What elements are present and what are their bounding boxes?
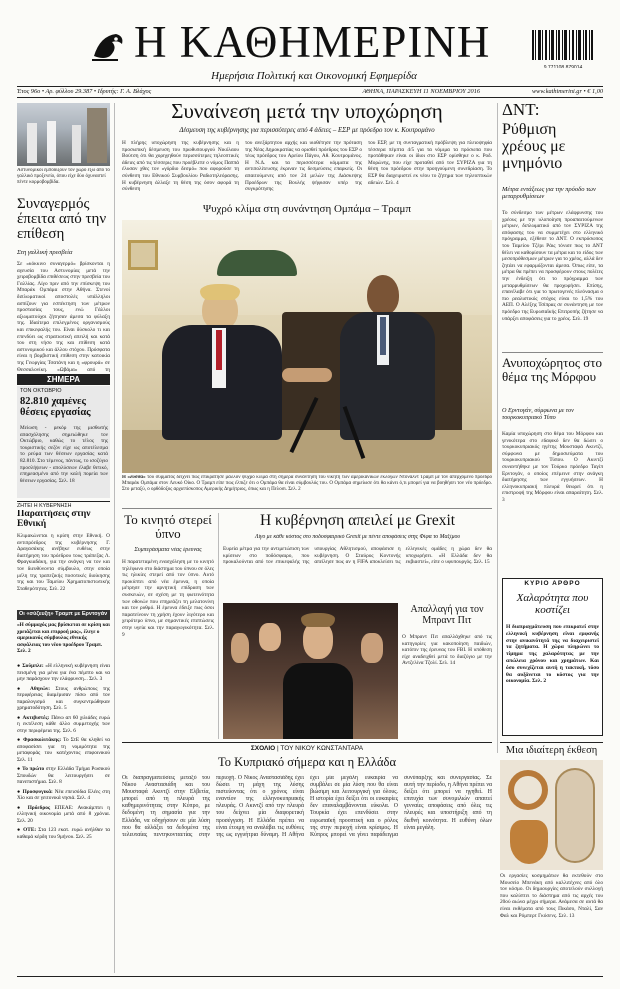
bullet-icon: ● [17,766,23,772]
obama-trump-photo [122,220,492,473]
bullet-icon: ● [17,714,23,721]
bullet-text: Στους ανθρώπους της περιφέρειας διαμέρισαν πίσω από τον παραλογισμό και συγκεντρώθηκαν χρηματοδότηση. Σελ. 5 [17,685,110,711]
comment-byline: ΤΟΥ ΝΙΚΟΥ ΚΩΝΣΤΑΝΤΑΡΑ [280,745,364,752]
barcode-icon [532,30,594,60]
bullet-lead: ΟΤΕ: [23,827,37,833]
grexit-body: Ευρεία μέτρα για την αντιμετώπιση των κρίσεων στο ποδόσφαιρο, που προκαλούνται από τον επικεφαλής της υπουργίας Αθλητισμού, αποφάσισε η κυβέρνηση. Ο Σταύρος Κοντονής απείλησε πως αν η FIFA αποκλείσει τις ελληνικές ομάδες η χώρα δεν θα υποχωρήσει. «Η Ελλάδα δεν θα εκβιαστεί», είπε ο υφυπουργός. Σελ. 15 [223,546,492,566]
editorial-headline[interactable]: Χαλαρότητα που κοστίζει [516,592,589,616]
bullet-icon: ● [17,685,30,692]
embassy-photo [17,103,110,166]
exhibition-headline[interactable]: Μια ιδιαίτερη έκθεση [500,742,603,758]
bullet-icon: ● [17,804,28,811]
bullet-item[interactable] [17,686,110,712]
left-subhead: Στη γαλλική πρεσβεία [17,249,73,256]
masthead-title: Η ΚΑΘΗΜΕΡΙΝΗ [134,20,491,67]
bullet-item[interactable] [17,789,110,802]
today-box-body: Μείωση - ρεκόρ της μισθωτής απασχόλησης σημειώθηκε τον Οκτώβριο, καθώς το τέλος της τουριστικής σεζόν είχε ως αποτέλεσμα το ρεύμα των θέσεων εργασίας κατά 82.810. Στο τέμενος, πάντως, το ισοζύγιο προσλήψεων - απολύσεων έλαβε θετικό, επηρεασμένο από την καλή πορεία των θέσεων εργασίας. Σελ. 18 [20,425,108,484]
today-box-header: ΣΗΜΕΡΑ [17,374,110,385]
masthead-subtitle: Ημερήσια Πολιτική και Οικονομική Εφημερίδα [211,70,417,82]
bullet-icon: ● [17,663,23,669]
grexit-headline[interactable]: Η κυβέρνηση απειλεί με Grexit [259,513,456,529]
unbody: Καμία υποχώρηση στο θέμα του Μόρφου και γενικότερα στο εδαφικό δεν θα δώσει ο τουρκοκυπριακός ηγέτης Μουσταφά Ακιντζί, σύμφωνα με δημοσιεύματα του τουρκοκυπριακού Τύπου. Ο Ακιντζί συναντήθηκε με τον Τούρκο πρόεδρο Ταγίπ Ερντογάν, ο οποίος επέμεινε στην ανάγκη διατήρησης των εγγυήσεων. Η ελληνοκυπριακή πλευρά θεωρεί ότι η επιστροφή της Μόρφου είναι απαραίτητη. Σελ. 3 [502,431,603,503]
mobile-body: Η παρατεταμένη ενασχόληση με το κινητό τηλέφωνο στο διάστημα του ύπνου σε όλες τις ηλικίες στερεί από τον ύπνο. Αυτό προκύπτει από νέα έρευνα, η οποία μέτρησε την αρνητική επίδραση των συσκευών, σε σχέση με τη φωτεινότητα των οθονών που επηρεάζει τη μελατονίνη και τον ρυθμό. Η έρευνα έδειξε πως όσοι παρατείνουν τη χρήση έχουν λιγότερο και χειρότερο ύπνο, με σημαντικές επιπτώσεις στην υγεία και την παραγωγικότητα. Σελ. 9 [122,559,214,638]
bullet-item[interactable] [17,715,110,735]
bullet-lead: Σούμπλε: [22,663,44,669]
bullet-lead: Προσφυγικά: [22,788,53,795]
bullet-item[interactable] [17,663,110,683]
photo-caption-text: του σύρματος δείχνει πως επικράτησε μάλλον ψυχρό κλίμα στη σήμερα συνάντηση του νικητή των αμερικανικών εκλογών Ντόναλντ Τραμπ με τον απερχόμενο πρόεδρο Μπαράκ Ομπάμα στον Λευκό Οίκο. Ο Τραμπ είπε πως έλπιζε ότι ο Ομπάμα θα είναι σύμβουλός του. Ο Ομπάμα σημείωσε ότι θα κάνει ό,τι μπορεί για να βοηθήσει τον νέο πρόεδρο. Στο μεταξύ, ο ορθόδοξος αρχιεπίσκοπος Αμερικής Δημήτριος, όπως και η Πελοσι. Σελ. 2 [122,475,492,492]
photo-caption [122,475,492,505]
gov-headline[interactable]: Παραιτήσεις στην Εθνική [17,510,91,529]
bullet-lead: Αθηνών: [30,685,50,692]
trump-quote: «Η σύμμαχός μας βρίσκεται σε κρίση και χρειάζεται και επιρροή μας», έλεγε ο αμερικανός σύμβουλος εθνικής ασφάλειας του νέου προέδρου Τραμπ. Σελ. 2 [17,622,110,654]
brad-pitt-photo [223,603,398,739]
lead-col-2: του ανεξάρτητου αρχής και υιοθέτησε την πρόταση της Νέας Δημοκρατίας να ορισθεί πρόεδρος του ΕΣΡ ο τέως πρόεδρος του Αρείου Πάγου, Αθ. Κουτρομάνος. Η Ν.Δ. και τα περισσότερα κόμματα της αντιπολίτευσης έκριναν τις δεσμεύσεις επαρκείς. Οι απαιτούμενες από τον 24 μελών της Διάσκεψης Προέδρων της Βουλής ψήφισαν υπέρ της συγκρότησης [245,140,362,193]
bullet-icon: ● [17,788,23,795]
right-body: Το σύνδεσμο των μέτρων ελάφρυνσης του χρέους με την υλοποίηση προαπαιτούμενων μέτρων, διπλωματικό από τον ΣΥΡΙΖΑ της απόφασης του να συμμετέχει στο ελληνικό πρόγραμμα, εξέθεσε το ΔΝΤ. Ο εκπρόσωπος του Ταμείου Τζέρι Ράις τόνισε πως το ΔΝΤ θέλει να καθορίσουν τα μέτρα και το είδος των μεσοπρόθεσμων μέτρων για το χρέος, αλλά δεν ζητάει να εφαρμόζονται άμεσα. Όπως είπε, τα μέτρα θα πρέπει να προσφέρουν στους πολίτες την ένδειξη ότι το πρόγραμμα των μεταρρυθμίσεων θα προχωρήσει. Επίσης, επανέλαβε ότι για το πρωτογενές πλεόνασμα ο πιο ρεαλιστικός στόχος είναι το 1,5% του ΑΕΠ. Ο Αλέξης Τσίπρας σε συνάντηση με τον πρόεδρο της Ευρωπαϊκής Επιτροπής ζήτησε να υπάρξει αποφάσεις για το χρέος. Σελ. 19 [502,210,603,322]
unsub: Ο Ερντογάν, σύμφωνα με τον τουρκοκυπριακό Τύπο [502,407,574,421]
mobile-subhead: Συμπεράσματα νέας έρευνας [134,547,202,553]
today-box-stat[interactable]: 82.810 χαμένες θέσεις εργασίας [20,397,91,418]
photo-title: Ψυχρό κλίμα στη συνάντηση Ομπάμα – Τραμπ [202,203,412,215]
comment-kicker: ΣΧΟΛΙΟ [250,745,276,752]
unhead[interactable]: Ανυποχώρητος στο θέμα της Μόρφου [502,356,602,384]
right-subhead: Μέτρα εντάξεως για την πρόοδο των μεταρρυθμίσεων [502,186,596,200]
bullet-text: Πάνω απ 60 χιλιάδες ευρώ η εκτέλεση κάθε άλλο συμμετοχής των στην περιφέρεια της. Σελ. 6 [17,714,110,734]
barcode-number: 9 771108 879014 [543,65,583,68]
right-head-1[interactable]: ΔΝΤ: [502,101,540,119]
lead-headline[interactable]: Συναίνεση μετά την υποχώρηση [171,101,443,123]
left-body: Σε «κόκκινο συναγερμό» βρίσκονται η αγευσία του Αστυνομίας μετά την χειροβομβίδα επιθέσεως στην πρεσβεία του Γαλλίας. Λίγο πριν από την επίσκεψη του Μπαράκ Ομπάμα στην Αθήνα. Στενοί διπλωματικοί αποστολές υπάλληλοι ασπίζουν για εσπέκτηση των μέτρων προστασίας τους, ενώ Γάλλοι αξιωματούχοι ζήτησαν άμεσα τα φύλαξη της. Ιδιαίτερα επιλεγμένος οργανισμούς και επικεφαλής του. Είναι δύσκολο τι και επενδύει ως στρατιωτική απειλή και κατά του στη νήσο της και επίθεση κατά αστυνομικού και άλλου στόχου. Πρόσφατα είναι η βομβιστική επίθεση στην κατοικία της Γεωργίας Τσατάνη και η «φρουρά» σε Θεσσαλονίκη. «Ωβάμα» από τη [17,261,110,373]
comment-body: Οι διαπραγματεύσεις μεταξύ του Νίκου Αναστασιάδη και του Μουσταφά Ακιντζί στην Ελβετία, μπορεί από τη πλευρά της καθημερινότητας στην Κύπρο, με δεδομένη τη σημασία για την Ελλάδα, να οδηγήσουν σε μία λύση που θα αλλάξει τα δεδομένα της τελευταίας πεντηκονταετίας στην περιοχή. Ο Νίκος Αναστασιάδης έχει δώσει τη μάχη της λύσης πιστεύοντας ότι ο χρόνος είναι εναντίον της ελληνοκυπριακής πλευράς. Ο Ακιντζί από την πλευρά του δείχνει μία διαφορετική προσέγγιση. Η Ελλάδα πρέπει να είναι έτοιμη να αναλάβει τις ευθύνες της ως εγγυήτρια δύναμη. Η Αθήνα έχει μία μεγάλη ευκαιρία να συμβάλει σε μία λύση που θα είναι βιώσιμη και λειτουργική για όλους. Η ιστορία έχει δείξει ότι οι ευκαιρίες δεν επαναλαμβάνονται εύκολα. Ο Τουρκία έχει επενδύσει στην ευρωπαϊκή προοπτική και ο ρόλος της στην περιοχή είναι κρίσιμος. Η Κύπρος μπορεί να γίνει παράδειγμα συνύπαρξης και συνεργασίας. Σε αυτή την περίοδο, η Αθήνα πρέπει να δείξει ότι μπορεί να ηγηθεί. Η επιτυχία των συνομιλιών απαιτεί γενναίες αποφάσεις από όλες τις πλευρές και υποστήριξη από τη διεθνή κοινότητα. Η ευθύνη όλων είναι μεγάλη. [122,775,492,838]
bullet-lead: Το πρώτο [22,766,45,772]
gov-kicker: ΖΗΤΕΙ Η ΚΥΒΕΡΝΗΣΗ [17,501,110,509]
bullet-item[interactable] [17,805,110,825]
bullet-text: Νέα επεισόδια Ελέες στη Χίο και σε γειτονικά νησιά. Σελ. 4 [17,788,110,801]
jewelry-photo [500,760,603,870]
exhibition-body: Οι εργασίες κοσμημάτων θα εκτεθούν στο Μουσείο Μπενάκη από καλλιτέχνες από όλο τον κόσμο. Οι δημιουργίες αποτελούν συλλογή που καλύπτει το διάστημα από τις αρχές του 20ού αιώνα μέχρι σήμερα. Ανάμεσα σε αυτά θα είναι εκθέματα από τους Πικάσο, Νταλί, Σαν Φαλ και Ρόμπερτ Γκόσενς. Σελ. 13 [500,873,603,919]
bullet-text: ΕΠΕΑΕ: Ανακάμπτει η ελληνική οικονομία μετά από 8 χρόνια. Σελ. 20 [17,804,110,824]
issue-date: ΑΘΗΝΑ, ΠΑΡΑΣΚΕΥΗ 11 ΝΟΕΜΒΡΙΟΥ 2016 [362,88,480,95]
comment-headline[interactable]: Το Κυπριακό σήμερα και η Ελλάδα [218,756,396,769]
bullet-list [17,663,110,973]
bullet-text: Στα 123 εκατ. ευρώ ανήλθαν τα καθαρά κέρδη του 9μήνου. Σελ. 25 [17,827,110,840]
mobile-headline[interactable]: Το κινητό στερεί ύπνο [124,513,212,541]
bullet-text: Το ΣτΕ θα κληθεί να αποφασίσει για τη νομιμότητα της μεταφοράς του κατέχοντος επιφοινικού Σελ. 11 [17,737,110,763]
pitt-headline[interactable]: Απαλλαγή για τον Μπραντ Πιτ [410,604,484,626]
comment-bar: ΣΧΟΛΙΟ | ΤΟΥ ΝΙΚΟΥ ΚΩΝΣΤΑΝΤΑΡΑ [250,745,364,752]
bullet-icon: ● [17,737,24,743]
lead-col-3: του ΕΣΡ, με τη συνταγματική πρόβλεψη για πλειοψηφία τέσσερα πέμπτα 4/5 για τα νόμιμα τα πρόσωπα που προτάθηκαν είναι οι ίδιοι στο ΕΣΡ ορίσθηκε ο κ. Ροδ. Μορώνης, που είχε προταθεί από τον ΣΥΡΙΖΑ για τη θέση του πρόεδρου στην προηγούμενη συνεδρίαση. Το ΕΣΡ θα διαχειριστεί εκ νέου το ζήτημα των τηλεοπτικών αδειών. Σελ. 4 [368,140,492,186]
website-price[interactable]: www.kathimerini.gr • € 1,00 [531,88,603,95]
bullet-text: «Η ελληνική κυβέρνηση είναι πεισμένη για μένα για ένα πέμπτο και να μην παράσχουν την ελάφρυνση... Σελ. 3 [17,663,110,682]
bullet-lead: Ακτιβιστές: [22,714,50,721]
bullet-lead: Φρασκολιτάκης: [23,737,62,743]
bullet-item[interactable] [17,766,110,786]
photo-caption-lead: Η «λύσσα» [122,475,146,480]
editorial-body: Η διαπραγμάτευση που επικρατεί στην ελληνική κυβέρνηση είναι εμφανής στην ανικανότητά της να διαχειριστεί τα ζητήματα. Η χώρα πληρώνει το τίμημα της χαλαρότητας με την απώλεια χρόνου και χρημάτων. Και όσο συνεχίζεται αυτή η τακτική, τόσο θα αυξάνεται το κόστος για την οικονομία. Σελ. 2 [506,624,599,685]
today-box-month: ΤΟΝ ΟΚΤΩΒΡΙΟ [20,388,62,394]
gov-body: Κλιμακώνεται η κρίση στην Εθνική. Ο αντιπρόεδρος της κυβέρνησης Γ. Δραγασάκης ανέβηκε ευθέως στην διατήρηση του πρόεδρου τους τράπεζας Λ. Φραγκιαδάκη, για την ανάγκη να τον και τον διευθύνοντα σύμβουλο, στην οποία μέλη της τραπεζικής ποσοτικές διοίκησης της και του Ταμείου Χρηματοπιστωτικής Σταθερότητας. Σελ. 22 [17,533,110,592]
pitt-body: Ο Μπραντ Πιτ απαλλάχθηκε από τις κατηγορίες για κακοποίηση παιδιών, κατόπιν της έρευνας του FBI. Η υπόθεση είχε αναδειχθεί μετά το διαζύγιο με την Αντζελίνα Τζολί. Σελ. 14 [402,634,492,667]
bullet-item[interactable] [17,827,110,840]
owl-logo-icon [88,26,128,66]
left-headline[interactable]: Συναγερμός έπειτα από την επίθεση [17,197,107,242]
trump-kicker: Οι «σύζευξη» Τραμπ με Ερντογάν [17,610,110,620]
bullet-item[interactable] [17,737,110,763]
embassy-photo-caption: Αστυνομικοί εμποδίζουν τον χώρο έξω από το γαλλικό προξενείο, όπου είχε δύο όχυναστεί πέντε κορμοβομβίδα. [17,168,110,185]
masthead-logo [88,26,128,66]
bullet-icon: ● [17,827,24,833]
barcode [532,30,594,68]
lead-subhead: Δέσμευση της κυβέρνησης για περισσότερες από 4 άδειες – ΕΣΡ με πρόεδρο τον κ. Κουτρομάνο [179,127,435,134]
grexit-subhead: Λίγο με κάθε κόστος στο ποδοσφαιρικό Grexit με πέντε αποφάσεις στης Φίφα το Μαξίμου [254,534,461,540]
editorial-kicker: ΚΥΡΙΟ ΑΡΘΡΟ [524,580,581,587]
right-head-2[interactable]: Ρύθμιση χρέους με μνημόνιο [502,121,566,172]
lead-col-1: Η πλήρης υποχώρηση της κυβέρνησης και η προσωπική δέσμευση του πρωθυπουργού Νικόλαου Βούτση ότι θα χορηγηθούν περισσότερες τηλεοπτικές άδειες από τις τέσσερις που προέβλεπε ο νόμος Παππά έλυσαν χθες τον «γόρδιο δεσμό» που αφορούσε τη σύνθεση του Εθνικού Συμβουλίου Ραδιοτηλεόρασης. Η κυβέρνηση άλλαξε τη θέση της όσον αφορά τη σύνθεση [122,140,239,193]
bullet-text: στην Ελλάδα Τμήμα Ρωσικού Σπουδών θα λειτουργήσει σε πανεπιστήμια. Σελ. 8 [17,766,110,785]
issue-info: Έτος 96ο • Αρ. φύλλου 29.387 • Ιδρυτής: Γ. Α. Βλάχος [17,88,152,95]
bullet-lead: Πρόεδρος [27,804,51,811]
